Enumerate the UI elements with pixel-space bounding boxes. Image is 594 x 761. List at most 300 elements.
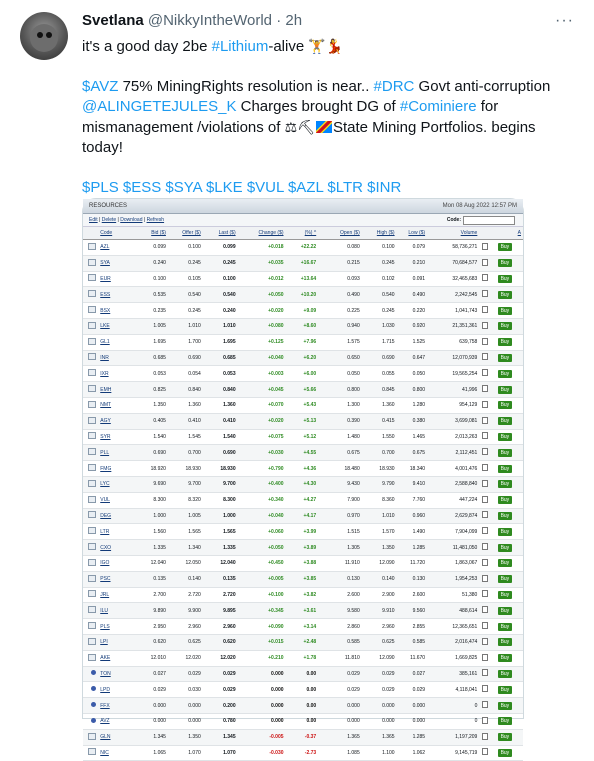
- cell-code[interactable]: DEG: [98, 508, 133, 524]
- toolbar-separator: |: [116, 217, 121, 223]
- buy-button[interactable]: Buy: [498, 338, 513, 346]
- table-row[interactable]: [83, 603, 523, 619]
- cell-volume: 9,145,719: [427, 745, 479, 761]
- delete-link[interactable]: Delete: [101, 217, 117, 223]
- table-row[interactable]: [83, 366, 523, 382]
- cell-last: 0.200: [203, 698, 238, 714]
- col-pct[interactable]: (%) ^: [286, 227, 319, 240]
- cell-code[interactable]: LPD: [98, 682, 133, 698]
- note-icon[interactable]: [482, 717, 488, 724]
- cell-code[interactable]: PSC: [98, 571, 133, 587]
- chart-icon[interactable]: [88, 511, 96, 518]
- note-icon[interactable]: [482, 464, 488, 471]
- cashtag-avz[interactable]: $AVZ: [82, 78, 119, 95]
- cell-code[interactable]: CXO: [98, 540, 133, 556]
- row-marker: [83, 382, 98, 398]
- chart-icon[interactable]: [88, 385, 96, 392]
- chart-icon[interactable]: [88, 243, 96, 250]
- chart-icon[interactable]: [88, 338, 96, 345]
- chart-icon[interactable]: [88, 259, 96, 266]
- table-row[interactable]: [83, 729, 523, 745]
- note-icon[interactable]: [482, 290, 488, 297]
- hashtag-drc[interactable]: #DRC: [373, 78, 415, 95]
- cell-code[interactable]: ILU: [98, 603, 133, 619]
- cell-change: +0.045: [238, 382, 286, 398]
- note-icon[interactable]: [482, 480, 488, 487]
- mention-link[interactable]: @ALINGETEJULES_K: [82, 98, 237, 115]
- cell-buy: [490, 524, 514, 540]
- buy-button[interactable]: Buy: [498, 307, 513, 315]
- cell-last: 2.720: [203, 587, 238, 603]
- cell-code[interactable]: TON: [98, 666, 133, 682]
- cell-last: 1.540: [203, 429, 238, 445]
- cell-code[interactable]: GLN: [98, 729, 133, 745]
- cell-a: [514, 476, 523, 492]
- cell-code[interactable]: FFX: [98, 698, 133, 714]
- table-row[interactable]: [83, 524, 523, 540]
- cell-offer: 8.320: [168, 492, 203, 508]
- cell-low: 0.380: [397, 413, 427, 429]
- buy-button[interactable]: Buy: [498, 275, 513, 283]
- buy-button[interactable]: Buy: [498, 433, 513, 441]
- note-icon[interactable]: [482, 306, 488, 313]
- buy-button[interactable]: Buy: [498, 654, 513, 662]
- resources-title: RESOURCES: [89, 203, 128, 209]
- row-marker: [83, 413, 98, 429]
- cell-pct: +3.88: [286, 555, 319, 571]
- cell-a: [514, 650, 523, 666]
- note-icon[interactable]: [482, 243, 488, 250]
- note-icon[interactable]: [482, 401, 488, 408]
- cell-pct: +3.82: [286, 587, 319, 603]
- hashtag-cominiere[interactable]: #Cominiere: [399, 98, 477, 115]
- cell-code[interactable]: SYR: [98, 429, 133, 445]
- table-row[interactable]: [83, 492, 523, 508]
- row-marker: [83, 445, 98, 461]
- cashtag-list[interactable]: $PLS $ESS $SYA $LKE $VUL $AZL $LTR $INR: [82, 179, 402, 196]
- chart-icon[interactable]: [88, 480, 96, 487]
- note-icon[interactable]: [482, 322, 488, 329]
- buy-button[interactable]: Buy: [498, 749, 513, 757]
- col-bid[interactable]: Bid ($): [133, 227, 168, 240]
- note-icon[interactable]: [482, 527, 488, 534]
- table-row[interactable]: [83, 382, 523, 398]
- cell-a: [514, 429, 523, 445]
- tweet-line-1: [82, 36, 572, 57]
- cell-last: 12.020: [203, 650, 238, 666]
- cell-a: [514, 350, 523, 366]
- cell-low: 0.029: [397, 682, 427, 698]
- cell-volume: 58,736,271: [427, 240, 479, 256]
- cell-offer: 18.930: [168, 461, 203, 477]
- refresh-link[interactable]: Refresh: [146, 217, 165, 223]
- cell-code[interactable]: EMH: [98, 382, 133, 398]
- note-icon[interactable]: [482, 511, 488, 518]
- table-row[interactable]: [83, 682, 523, 698]
- buy-button[interactable]: Buy: [498, 670, 513, 678]
- cell-bid: 0.405: [133, 413, 168, 429]
- chart-icon[interactable]: [88, 369, 96, 376]
- cell-low: 0.220: [397, 303, 427, 319]
- cell-open: 1.305: [318, 540, 362, 556]
- table-header-row: [83, 227, 523, 240]
- cell-pct: -2.73: [286, 745, 319, 761]
- chart-icon[interactable]: [88, 353, 96, 360]
- note-icon[interactable]: [482, 448, 488, 455]
- author-name[interactable]: Svetlana: [82, 12, 144, 29]
- cell-offer: 0.030: [168, 682, 203, 698]
- buy-button[interactable]: Buy: [498, 528, 513, 536]
- cell-open: 0.130: [318, 571, 362, 587]
- cell-volume: 51,380: [427, 587, 479, 603]
- col-change[interactable]: Change ($): [238, 227, 286, 240]
- buy-button[interactable]: Buy: [498, 449, 513, 457]
- text-segment: Charges brought DG of: [236, 98, 400, 115]
- cell-pct: +7.96: [286, 334, 319, 350]
- cell-a: [514, 524, 523, 540]
- cell-change: +0.035: [238, 255, 286, 271]
- cell-code[interactable]: GL1: [98, 334, 133, 350]
- buy-button[interactable]: Buy: [498, 480, 513, 488]
- cell-a: [514, 287, 523, 303]
- table-row[interactable]: [83, 445, 523, 461]
- table-row[interactable]: [83, 287, 523, 303]
- buy-button[interactable]: Buy: [498, 322, 513, 330]
- cell-open: 7.900: [318, 492, 362, 508]
- chart-icon[interactable]: [88, 590, 96, 597]
- note-icon[interactable]: [482, 654, 488, 661]
- cell-bid: 1.065: [133, 745, 168, 761]
- tweet-image[interactable]: [82, 198, 524, 756]
- buy-button[interactable]: Buy: [498, 544, 513, 552]
- cell-code[interactable]: BSX: [98, 303, 133, 319]
- table-row[interactable]: [83, 555, 523, 571]
- buy-button[interactable]: Buy: [498, 354, 513, 362]
- chart-icon[interactable]: [88, 654, 96, 661]
- cell-low: 9.560: [397, 603, 427, 619]
- emoji-icons: 🏋💃: [308, 38, 344, 54]
- cell-code[interactable]: INR: [98, 350, 133, 366]
- download-link[interactable]: Download: [120, 217, 143, 223]
- cell-high: 0.000: [362, 698, 397, 714]
- cell-a: [514, 698, 523, 714]
- text-segment: for mismanagement /violations of: [82, 98, 499, 136]
- cell-code[interactable]: NIC: [98, 745, 133, 761]
- cell-volume: 2,016,474: [427, 634, 479, 650]
- cell-buy: [490, 303, 514, 319]
- table-row[interactable]: [83, 698, 523, 714]
- cell-offer: 0.140: [168, 571, 203, 587]
- tweet-time[interactable]: 2h: [285, 12, 303, 29]
- separator-dot: ·: [276, 12, 282, 29]
- cell-code[interactable]: LPI: [98, 634, 133, 650]
- chart-icon[interactable]: [88, 464, 96, 471]
- cell-note: [479, 461, 490, 477]
- cell-code[interactable]: EUR: [98, 271, 133, 287]
- table-row[interactable]: [83, 650, 523, 666]
- note-icon[interactable]: [482, 701, 488, 708]
- cell-high: 9.790: [362, 476, 397, 492]
- buy-button[interactable]: Buy: [498, 591, 513, 599]
- cell-bid: 0.135: [133, 571, 168, 587]
- table-row[interactable]: [83, 350, 523, 366]
- table-row[interactable]: [83, 303, 523, 319]
- cell-pct: +5.66: [286, 382, 319, 398]
- cell-pct: +4.36: [286, 461, 319, 477]
- drc-flag-icon: [316, 121, 332, 133]
- col-offer[interactable]: Offer ($): [168, 227, 203, 240]
- cell-offer: 1.350: [168, 729, 203, 745]
- cell-change: +0.790: [238, 461, 286, 477]
- table-row[interactable]: [83, 461, 523, 477]
- cell-low: 11.720: [397, 555, 427, 571]
- cell-bid: 0.825: [133, 382, 168, 398]
- cell-change: 0.000: [238, 682, 286, 698]
- chart-icon[interactable]: [88, 274, 96, 281]
- cell-last: 1.335: [203, 540, 238, 556]
- tweet-text: [82, 36, 572, 198]
- col-low[interactable]: Low ($): [397, 227, 427, 240]
- note-icon[interactable]: [482, 338, 488, 345]
- chart-icon[interactable]: [88, 606, 96, 613]
- buy-button[interactable]: Buy: [498, 465, 513, 473]
- cell-low: 1.285: [397, 729, 427, 745]
- note-icon[interactable]: [482, 259, 488, 266]
- cell-bid: 1.560: [133, 524, 168, 540]
- buy-button[interactable]: Buy: [498, 496, 513, 504]
- cell-pct: +3.61: [286, 603, 319, 619]
- text-segment: State Mining Portfolios. begins today!: [82, 119, 536, 156]
- cell-last: 0.029: [203, 666, 238, 682]
- cell-volume: 3,699,081: [427, 413, 479, 429]
- chart-icon[interactable]: [88, 748, 96, 755]
- code-label: Code:: [446, 217, 461, 223]
- cell-offer: 2.960: [168, 619, 203, 635]
- cell-high: 9.910: [362, 603, 397, 619]
- chart-icon[interactable]: [88, 448, 96, 455]
- table-row[interactable]: [83, 666, 523, 682]
- buy-button[interactable]: Buy: [498, 401, 513, 409]
- table-row[interactable]: [83, 318, 523, 334]
- table-row[interactable]: [83, 271, 523, 287]
- note-icon[interactable]: [482, 606, 488, 613]
- cell-pct: +4.30: [286, 476, 319, 492]
- note-icon[interactable]: [482, 622, 488, 629]
- table-row[interactable]: [83, 334, 523, 350]
- buy-button[interactable]: Buy: [498, 686, 513, 694]
- cell-last: 1.565: [203, 524, 238, 540]
- note-icon[interactable]: [482, 590, 488, 597]
- hashtag-lithium[interactable]: #Lithium: [211, 38, 269, 55]
- note-icon[interactable]: [482, 559, 488, 566]
- code-input[interactable]: [463, 216, 515, 225]
- row-marker: [83, 287, 98, 303]
- cell-open: 1.085: [318, 745, 362, 761]
- table-row[interactable]: [83, 619, 523, 635]
- cell-a: [514, 540, 523, 556]
- cell-change: +0.345: [238, 603, 286, 619]
- cell-a: [514, 240, 523, 256]
- cell-code[interactable]: PLL: [98, 445, 133, 461]
- cell-low: 1.285: [397, 540, 427, 556]
- chart-icon[interactable]: [88, 290, 96, 297]
- cell-code[interactable]: AKE: [98, 650, 133, 666]
- note-icon[interactable]: [482, 733, 488, 740]
- cell-code[interactable]: AVZ: [98, 713, 133, 729]
- cell-buy: [490, 461, 514, 477]
- chart-icon[interactable]: [88, 432, 96, 439]
- note-icon[interactable]: [482, 638, 488, 645]
- cell-code[interactable]: LKE: [98, 318, 133, 334]
- table-row[interactable]: [83, 255, 523, 271]
- col-high[interactable]: High ($): [362, 227, 397, 240]
- cell-bid: 9.890: [133, 603, 168, 619]
- cell-code[interactable]: NMT: [98, 397, 133, 413]
- chart-icon[interactable]: [88, 733, 96, 740]
- cell-code[interactable]: ESS: [98, 287, 133, 303]
- cell-code[interactable]: LYC: [98, 476, 133, 492]
- buy-button[interactable]: Buy: [498, 623, 513, 631]
- note-icon[interactable]: [482, 669, 488, 676]
- chart-icon[interactable]: [88, 401, 96, 408]
- buy-button[interactable]: Buy: [498, 417, 513, 425]
- buy-button[interactable]: Buy: [498, 291, 513, 299]
- chart-icon[interactable]: [88, 496, 96, 503]
- note-icon[interactable]: [482, 685, 488, 692]
- cell-code[interactable]: AGY: [98, 413, 133, 429]
- cell-low: 0.210: [397, 255, 427, 271]
- note-icon[interactable]: [482, 432, 488, 439]
- cell-high: 12.090: [362, 555, 397, 571]
- buy-button[interactable]: Buy: [498, 259, 513, 267]
- col-last[interactable]: Last ($): [203, 227, 238, 240]
- note-icon[interactable]: [482, 385, 488, 392]
- chart-icon[interactable]: [88, 417, 96, 424]
- cell-volume: 2,013,263: [427, 429, 479, 445]
- table-row[interactable]: [83, 413, 523, 429]
- avatar[interactable]: [20, 12, 68, 60]
- cell-bid: 0.099: [133, 240, 168, 256]
- row-marker: [83, 729, 98, 745]
- cell-change: +0.080: [238, 318, 286, 334]
- cell-change: +0.020: [238, 413, 286, 429]
- chart-icon[interactable]: [88, 559, 96, 566]
- table-row[interactable]: [83, 508, 523, 524]
- cell-low: 0.647: [397, 350, 427, 366]
- table-row[interactable]: [83, 571, 523, 587]
- cell-last: 0.135: [203, 571, 238, 587]
- cell-bid: 0.620: [133, 634, 168, 650]
- cell-bid: 1.335: [133, 540, 168, 556]
- dot-icon: [91, 686, 96, 691]
- table-row[interactable]: [83, 634, 523, 650]
- author-handle[interactable]: @NikkyIntheWorld: [147, 12, 273, 29]
- buy-button[interactable]: Buy: [498, 512, 513, 520]
- cell-offer: 0.410: [168, 413, 203, 429]
- col-code[interactable]: Code: [98, 227, 133, 240]
- cell-code[interactable]: VUL: [98, 492, 133, 508]
- buy-button[interactable]: Buy: [498, 386, 513, 394]
- cell-buy: [490, 698, 514, 714]
- buy-button[interactable]: Buy: [498, 638, 513, 646]
- table-row[interactable]: [83, 397, 523, 413]
- buy-button[interactable]: Buy: [498, 243, 513, 251]
- buy-button[interactable]: Buy: [498, 370, 513, 378]
- chart-icon[interactable]: [88, 322, 96, 329]
- cell-code[interactable]: IXR: [98, 366, 133, 382]
- cell-high: 1.570: [362, 524, 397, 540]
- more-icon[interactable]: ···: [555, 12, 574, 29]
- chart-icon[interactable]: [88, 543, 96, 550]
- col-buy: [490, 227, 514, 240]
- buy-button[interactable]: Buy: [498, 702, 513, 710]
- table-row[interactable]: [83, 476, 523, 492]
- buy-button[interactable]: Buy: [498, 717, 513, 725]
- chart-icon[interactable]: [88, 638, 96, 645]
- cell-high: 0.000: [362, 713, 397, 729]
- cell-open: 0.080: [318, 240, 362, 256]
- cell-note: [479, 508, 490, 524]
- table-row[interactable]: [83, 713, 523, 729]
- note-icon[interactable]: [482, 748, 488, 755]
- cell-low: 0.800: [397, 382, 427, 398]
- note-icon[interactable]: [482, 543, 488, 550]
- cell-code[interactable]: SYA: [98, 255, 133, 271]
- chart-icon[interactable]: [88, 575, 96, 582]
- buy-button[interactable]: Buy: [498, 559, 513, 567]
- cell-code[interactable]: FMG: [98, 461, 133, 477]
- cell-open: 1.480: [318, 429, 362, 445]
- table-row[interactable]: [83, 429, 523, 445]
- cell-code[interactable]: JRL: [98, 587, 133, 603]
- note-icon[interactable]: [482, 353, 488, 360]
- table-row[interactable]: [83, 540, 523, 556]
- cell-code[interactable]: IGO: [98, 555, 133, 571]
- note-icon[interactable]: [482, 575, 488, 582]
- edit-link[interactable]: Edit: [89, 217, 98, 223]
- cell-code[interactable]: AZL: [98, 240, 133, 256]
- buy-button[interactable]: Buy: [498, 607, 513, 615]
- note-icon[interactable]: [482, 417, 488, 424]
- cell-buy: [490, 571, 514, 587]
- note-icon[interactable]: [482, 369, 488, 376]
- chart-icon[interactable]: [88, 306, 96, 313]
- col-volume[interactable]: Volume: [427, 227, 479, 240]
- chart-icon[interactable]: [88, 622, 96, 629]
- cell-code[interactable]: PLS: [98, 619, 133, 635]
- cell-note: [479, 445, 490, 461]
- table-row[interactable]: [83, 745, 523, 761]
- col-open[interactable]: Open ($): [318, 227, 362, 240]
- table-row[interactable]: [83, 240, 523, 256]
- note-icon[interactable]: [482, 496, 488, 503]
- cell-open: 0.970: [318, 508, 362, 524]
- row-marker: [83, 397, 98, 413]
- cell-change: 0.000: [238, 666, 286, 682]
- row-marker: [83, 713, 98, 729]
- cell-code[interactable]: LTR: [98, 524, 133, 540]
- cell-offer: 0.029: [168, 666, 203, 682]
- buy-button[interactable]: Buy: [498, 575, 513, 583]
- table-row[interactable]: [83, 587, 523, 603]
- cell-bid: 9.690: [133, 476, 168, 492]
- cell-offer: 2.720: [168, 587, 203, 603]
- chart-icon[interactable]: [88, 527, 96, 534]
- note-icon[interactable]: [482, 274, 488, 281]
- cell-offer: 0.840: [168, 382, 203, 398]
- buy-button[interactable]: Buy: [498, 733, 513, 741]
- avatar-eye: [37, 32, 43, 38]
